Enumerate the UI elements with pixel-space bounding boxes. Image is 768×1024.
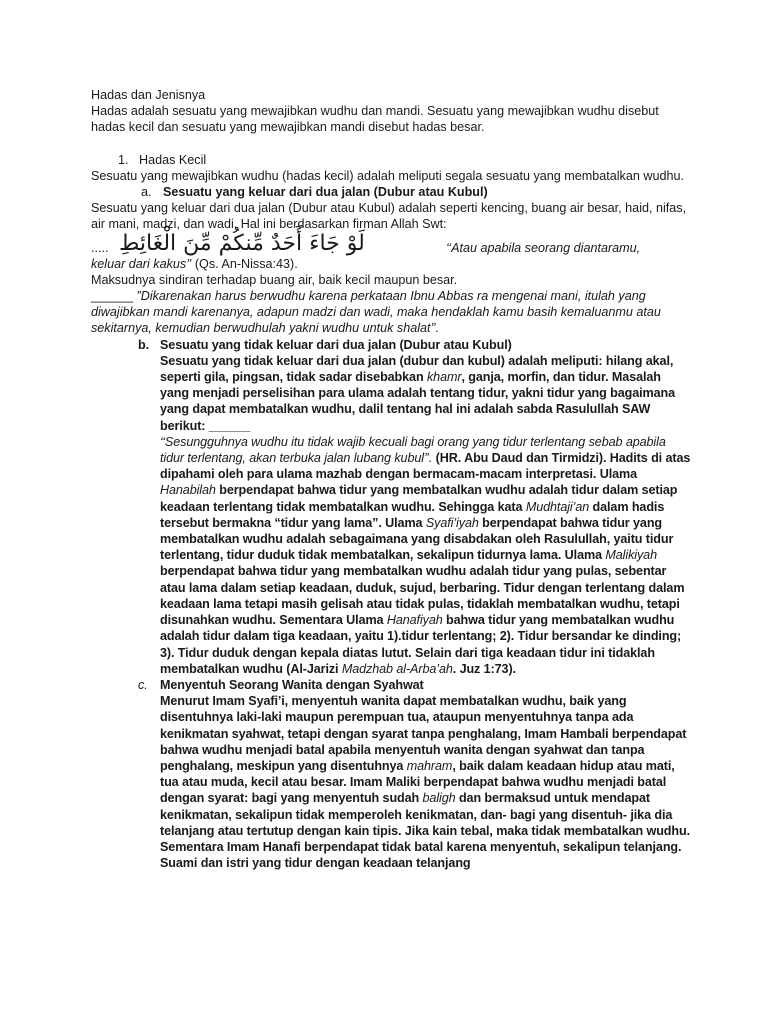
subsection-c-title: Menyentuh Seorang Wanita dengan Syahwat — [160, 677, 424, 692]
term-malikiyah: Malikiyah — [605, 548, 657, 563]
intro-paragraph: Hadas adalah sesuatu yang mewajibkan wudhu dan mandi. Sesuatu yang mewajibkan wudhu disebut hadas kecil dan sesuatu yang mewajibkan mandi disebut hadas besar. — [91, 104, 659, 135]
arabic-verse: لَوْ جَاءَ أَحَدٌ مِّنكُمْ مِّنَ الْغَائِطِ — [119, 230, 365, 256]
verse-dots: ..... — [91, 240, 109, 255]
subsection-c-text-2: , baik dalam keadaan hidup atau mati, tua atau muda, kecil atau besar. Imam Maliki berpendapat bahwa wudhu menjadi batal dengan syarat: bagi yang menyentuh sudah — [160, 758, 675, 806]
subsection-a-text: Sesuatu yang keluar dari dua jalan (Dubur atau Kubul) adalah seperti kencing, buang air besar, haid, nifas, air mani, madzi, dan wadi. Hal ini berdasarkan firman Allah Swt: — [91, 201, 687, 232]
term-syafiiyah: Syafi’iyah — [425, 515, 479, 530]
subsection-b-text-6: berpendapat bahwa tidur yang membatalkan wudhu adalah tidur yang pulas, sebentar atau lama dalam setiap keadaan, duduk, sujud, berbaring. Tidur dengan terlentang dalam keadaan lama tetapi masih gelisah atau tidak pulas, tidaklah membatalkan wudhu, tetapi disunahkan wudhu. Sementara Ulama — [160, 564, 685, 628]
subsection-b-text-4: dalam hadis tersebut bermakna “tidur yang lama”. Ulama — [160, 499, 665, 530]
term-hanafiyah: Hanafiyah — [386, 613, 443, 628]
subsection-b-text-8: . Juz 1:73). — [452, 661, 516, 676]
subsection-c-heading — [138, 677, 691, 693]
subsection-b-text-1: Sesuatu yang tidak keluar dari dua jalan (dubur dan kubul) adalah meliputi: hilang akal, seperti gila, pingsan, tidak sadar disebabkan — [160, 353, 674, 385]
term-mahram: mahram — [406, 758, 453, 773]
subsection-c — [91, 677, 691, 871]
term-khamr: khamr — [426, 370, 462, 385]
quote-blank: ______ — [91, 289, 134, 304]
term-madzhab: Madzhab al-Arba’ah — [341, 661, 453, 676]
subsection-a-heading — [91, 184, 691, 200]
subsection-c-text-1: Menurut Imam Syafi’i, menyentuh wanita dapat membatalkan wudhu, baik yang disentuhnya laki-laki maupun perempuan tua, ataupun menyentuhnya tanpa ada kenikmatan syahwat, tetapi dengan syarat tanpa penghalang, Imam Hambali berpendapat bahwa wudhu menjadi batal apabila menyentuh wanita dengan syahwat dan tanpa penghalang, meskipun yang disentuhnya — [160, 694, 687, 773]
subsection-b-text-7: bahwa tidur yang membatalkan wudhu adalah tidur dalam tiga keadaan, yaitu 1).tidur terlentang; 2). Tidur bersandar ke dinding; 3). Tidur duduk dengan kepala diatas lutut. Selain dari tiga keadaan tidur ini tidaklah membatalkan wudhu (Al-Jarizi — [160, 613, 682, 676]
verse-line — [91, 230, 691, 256]
quote-text: ”Dikarenakan harus berwudhu karena perkataan Ibnu Abbas ra mengenai mani, itulah yang diwajibkan mandi karenanya, adapun madzi dan wadi, maka hendaklah kamu basih kemaluanmu atau sekitarnya, kemudian berwudhulah yakni wudhu untuk shalat’’. — [91, 289, 661, 336]
term-mudhtajian: Mudhtaji’an — [525, 499, 590, 514]
section-1-title: Hadas Kecil — [139, 152, 207, 167]
section-1-heading — [91, 152, 691, 168]
document-title: Hadas dan Jenisnya — [91, 88, 206, 102]
document-body — [91, 87, 691, 871]
subsection-b-text-5: berpendapat bahwa tidur yang membatalkan wudhu adalah sebagaimana yang disabdakan oleh Rasulullah, yaitu tidur terlentang, tidur duduk tidak membatalkan, sekalipun tidurnya lama. Ulama — [160, 515, 674, 563]
subsection-b-number: b. — [138, 337, 149, 352]
verse-reference: (Qs. An-Nissa:43). — [191, 256, 298, 271]
subsection-b-text-3: berpendapat bahwa tidur yang membatalkan wudhu adalah tidur dalam setiap keadaan terlentang tidak membatalkan wudhu. Sehingga kata — [160, 483, 678, 514]
subsection-c-number: c. — [138, 677, 148, 692]
subsection-b-heading — [138, 337, 691, 353]
verse-translation-cont — [91, 256, 691, 272]
subsection-b — [91, 337, 691, 677]
term-baligh: baligh — [422, 791, 456, 806]
subsection-a-quote — [91, 288, 691, 337]
term-hanabilah: Hanabilah — [160, 483, 216, 498]
subsection-a-number: a. — [141, 185, 152, 200]
section-1-number: 1. — [118, 152, 129, 167]
subsection-b-text-2: , ganja, morfin, dan tidur. Masalah yang menjadi perselisihan para ulama adalah tentang tidur, yakni tidur yang bagaimana yang dapat membatalkan wudhu, dalil tentang hal ini adalah sabda Rasulullah SAW berikut: ______ — [160, 370, 675, 433]
section-1-text: Sesuatu yang mewajibkan wudhu (hadas kecil) adalah meliputi segala sesuatu yang membatalkan wudhu. — [91, 168, 684, 183]
subsection-a-note: Maksudnya sindiran terhadap buang air, baik kecil maupun besar. — [91, 272, 458, 287]
verse-translation-2: keluar dari kakus’’ — [91, 256, 192, 271]
subsection-b-title: Sesuatu yang tidak keluar dari dua jalan (Dubur atau Kubul) — [160, 337, 512, 352]
hadith-quote: ‘‘Sesungguhnya wudhu itu tidak wajib kecuali bagi orang yang tidur terlentang sebab apabila tidur terlentang, akan terbuka jalan lubang kubul’’. — [160, 434, 666, 466]
verse-translation: ‘‘Atau apabila seorang diantaramu, — [446, 240, 641, 255]
subsection-a-title: Sesuatu yang keluar dari dua jalan (Dubur atau Kubul) — [163, 185, 488, 200]
subsection-c-text-3: dan bermaksud untuk mendapat kenikmatan, sekalipun tidak memperoleh kenikmatan, dan- bagi yang disentuh- jika dia telanjang atau tertutup dengan kain tipis. Jika kain tebal, maka tidak membatalkan wudhu. Sementara Imam Hanafi berpendapat tidak batal karena menyentuh, sekalipun telanjang. Suami dan istri yang tidur dengan keadaan telanjang — [160, 791, 690, 871]
hadith-reference: (HR. Abu Daud dan Tirmidzi). Hadits di atas dipahami oleh para ulama mazhab dengan bermacam-macam interpretasi. Ulama — [160, 451, 691, 482]
